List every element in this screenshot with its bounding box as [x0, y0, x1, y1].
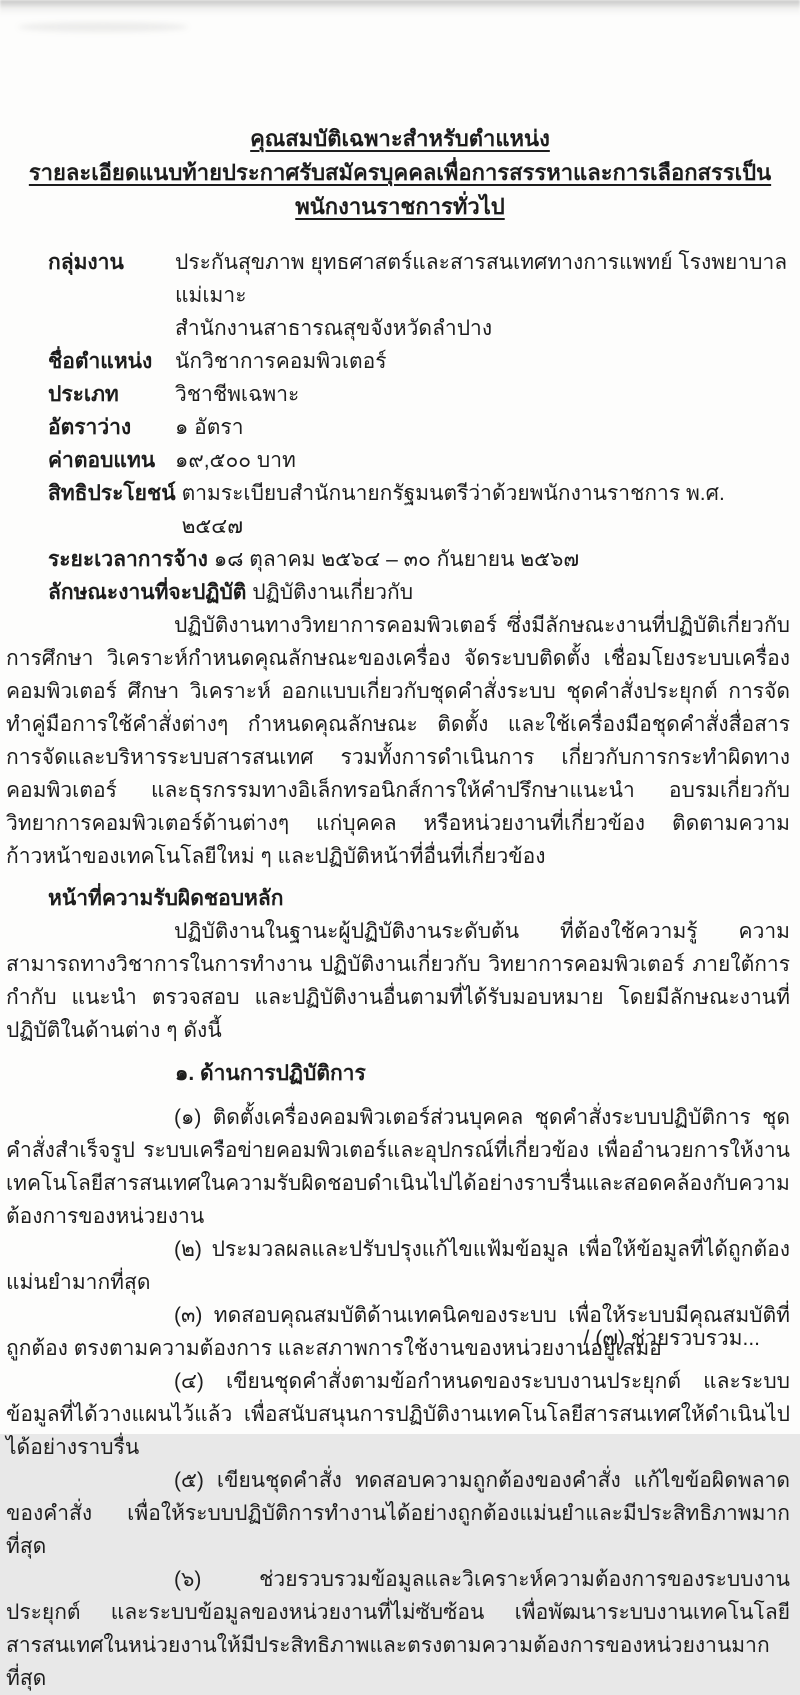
duties-heading-bold: ลักษณะงานที่จะปฏิบัติ: [48, 581, 247, 604]
field-value: นักวิชาการคอมพิวเตอร์: [175, 350, 387, 373]
responsibility-paragraph: ปฏิบัติงานในฐานะผู้ปฏิบัติงานระดับต้น ที่ต้องใช้ความรู้ ความสามารถทางวิชาการในการทำงาน ปฏิบัติงานเกี่ยวกับ วิทยาการคอมพิวเตอร์ ภายใต้การกำกับ แนะนำ ตรวจสอบ และปฏิบัติงานอื่นตามที่ได้รับมอบหมาย โดยมีลักษณะงานที่ปฏิบัติในด้านต่าง ๆ ดังนี้: [6, 920, 790, 1042]
duties-paragraph: ปฏิบัติงานทางวิทยาการคอมพิวเตอร์ ซึ่งมีลักษณะงานที่ปฏิบัติเกี่ยวกับการศึกษา วิเคราะห์กำหนดคุณลักษณะของเครื่อง จัดระบบติดตั้ง เชื่อมโยงระบบเครื่องคอมพิวเตอร์ ศึกษา วิเคราะห์ ออกแบบเกี่ยวกับชุดคำสั่งระบบ ชุดคำสั่งประยุกต์ การจัดทำคู่มือการใช้คำสั่งต่างๆ กำหนดคุณลักษณะ ติดตั้ง และใช้เครื่องมือชุดคำสั่งสื่อสาร การจัดและบริหารระบบสารสนเทศ รวมทั้งการดำเนินการ เกี่ยวกับการกระทำผิดทางคอมพิวเตอร์ และธุรกรรมทางอิเล็กทรอนิกส์การให้คำปรึกษาแนะนำ อบรมเกี่ยวกับวิทยาการคอมพิวเตอร์ด้านต่างๆ แก่บุคคล หรือหน่วยงานที่เกี่ยวข้อง ติดตามความก้าวหน้าของเทคโนโลยีใหม่ ๆ และปฏิบัติหน้าที่อื่นที่เกี่ยวข้อง: [6, 614, 790, 868]
title-block: [0, 122, 800, 224]
field-position-title: [0, 345, 800, 378]
field-work-group: [0, 246, 800, 345]
field-value: ๑๘ ตุลาคม ๒๕๖๔ – ๓๐ กันยายน ๒๕๖๗: [213, 548, 580, 571]
document-title: คุณสมบัติเฉพาะสำหรับตำแหน่ง: [250, 126, 550, 151]
field-position-type: [0, 378, 800, 411]
field-value: ตามระเบียบสำนักนายกรัฐมนตรีว่าด้วยพนักงานราชการ พ.ศ. ๒๕๔๗: [181, 482, 725, 538]
duty-items: [0, 1101, 800, 1695]
field-label: อัตราว่าง: [48, 416, 132, 439]
duty-item: (๒) ประมวลผลและปรับปรุงแก้ไขแฟ้มข้อมูล เพื่อให้ข้อมูลที่ได้ถูกต้องแม่นยำมากที่สุด: [6, 1238, 790, 1294]
field-value: ประกันสุขภาพ ยุทธศาสตร์และสารสนเทศทางการแพทย์ โรงพยาบาลแม่เมาะ สำนักงานสาธารณสุขจังหวัดลำปาง: [175, 251, 788, 340]
scan-artifact-spot: [18, 22, 188, 32]
position-fields: [0, 246, 800, 576]
document-subtitle: รายละเอียดแนบท้ายประกาศรับสมัครบุคคลเพื่อการสรรหาและการเลือกสรรเป็นพนักงานราชการทั่วไป: [28, 160, 772, 219]
field-employment-period: [0, 543, 800, 576]
duty-item: (๕) เขียนชุดคำสั่ง ทดสอบความถูกต้องของคำสั่ง แก้ไขข้อผิดพลาดของคำสั่ง เพื่อให้ระบบปฏิบัติการทำงานได้อย่างถูกต้องแม่นยำและมีประสิทธิภาพมากที่สุด: [6, 1469, 790, 1558]
duties-heading: [0, 576, 800, 609]
field-salary: [0, 444, 800, 477]
duty-item: (๓) ทดสอบคุณสมบัติด้านเทคนิคของระบบ เพื่อให้ระบบมีคุณสมบัติที่ถูกต้อง ตรงตามความต้องการ และสภาพการใช้งานของหน่วยงานอยู่เสมอ: [6, 1304, 790, 1360]
field-benefits: [0, 477, 800, 543]
section1-heading: ๑. ด้านการปฏิบัติการ: [175, 1062, 366, 1085]
duty-item: (๑) ติดตั้งเครื่องคอมพิวเตอร์ส่วนบุคคล ชุดคำสั่งระบบปฏิบัติการ ชุดคำสั่งสำเร็จรูป ระบบเครือข่ายคอมพิวเตอร์และอุปกรณ์ที่เกี่ยวข้อง เพื่ออำนวยการให้งานเทคโนโลยีสารสนเทศในความรับผิดชอบดำเนินไปได้อย่างราบรื่นและสอดคล้องกับความต้องการของหน่วยงาน: [6, 1106, 790, 1228]
field-label: ชื่อตำแหน่ง: [48, 350, 153, 373]
duty-item: (๖) ช่วยรวบรวมข้อมูลและวิเคราะห์ความต้องการของระบบงานประยุกต์ และระบบข้อมูลของหน่วยงานที่ไม่ซับซ้อน เพื่อพัฒนาระบบงานเทคโนโลยีสารสนเทศในหน่วยงานให้มีประสิทธิภาพและตรงตามความต้องการของหน่วยงานมากที่สุด: [6, 1568, 790, 1690]
field-value: วิชาชีพเฉพาะ: [175, 383, 300, 406]
responsibility-heading: หน้าที่ความรับผิดชอบหลัก: [48, 887, 284, 910]
field-value: ๑๙,๕๐๐ บาท: [175, 449, 296, 472]
field-label: สิทธิประโยชน์: [48, 482, 176, 505]
scan-artifact-top: [0, 0, 800, 16]
field-value: ๑ อัตรา: [175, 416, 244, 439]
field-label: ระยะเวลาการจ้าง: [48, 548, 208, 571]
field-vacancies: [0, 411, 800, 444]
field-label: กลุ่มงาน: [48, 251, 124, 274]
duties-heading-rest: ปฏิบัติงานเกี่ยวกับ: [252, 581, 414, 604]
field-label: ประเภท: [48, 383, 119, 406]
page-continuation-note: / (๗) ช่วยรวบรวม...: [583, 1327, 760, 1350]
duty-item: (๔) เขียนชุดคำสั่งตามข้อกำหนดของระบบงานประยุกต์ และระบบข้อมูลที่ได้วางแผนไว้แล้ว เพื่อสนับสนุนการปฏิบัติงานเทคโนโลยีสารสนเทศให้ดำเนินไปได้อย่างราบรื่น: [6, 1370, 790, 1459]
field-label: ค่าตอบแทน: [48, 449, 156, 472]
